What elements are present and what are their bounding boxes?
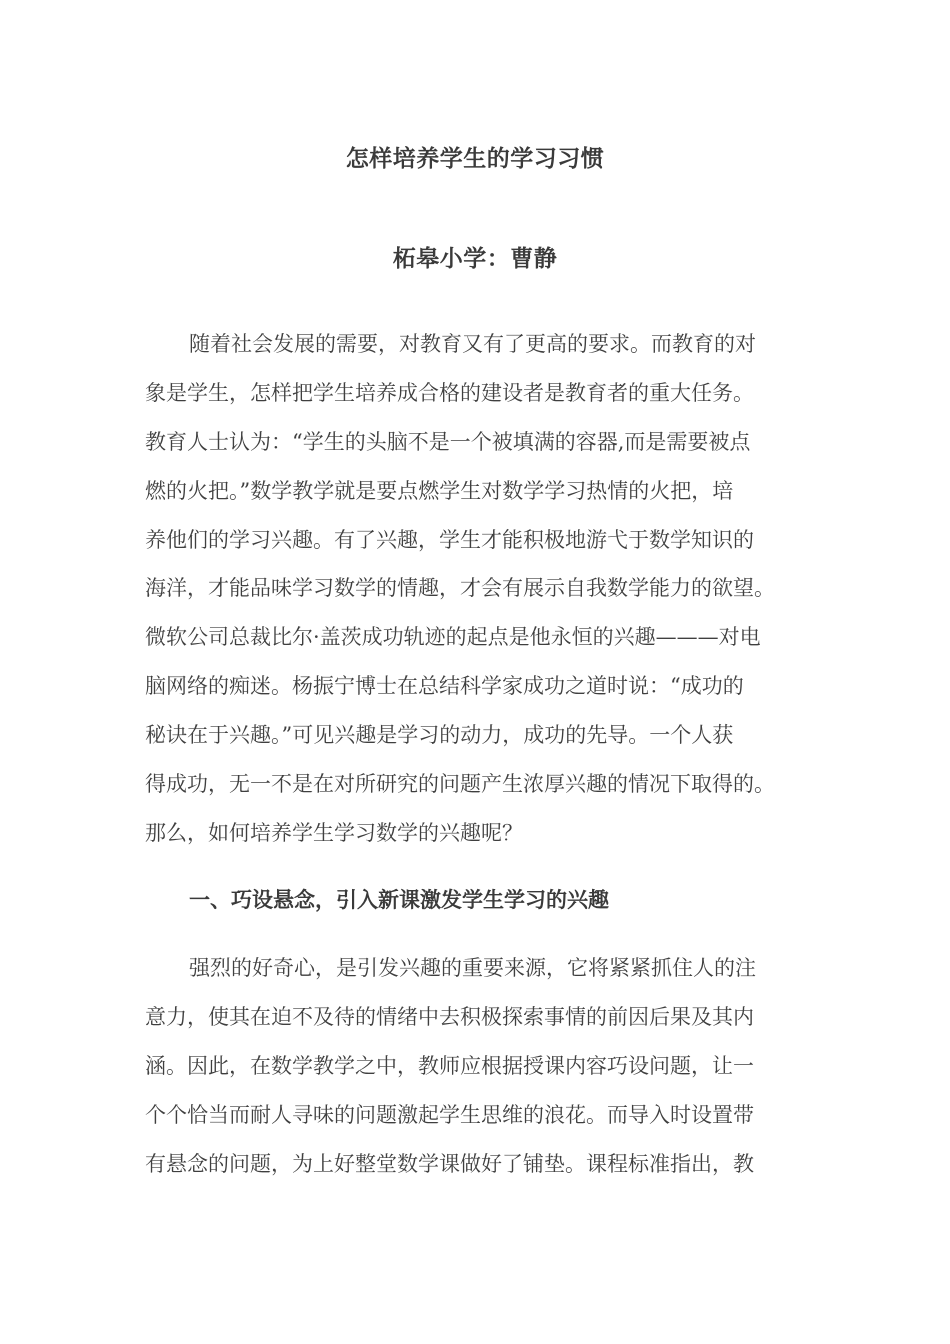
- document-title: 怎样培养学生的学习习惯: [345, 145, 605, 172]
- paragraph-line: 那么，如何培养学生学习数学的兴趣呢？: [145, 820, 523, 845]
- paragraph-line: 得成功，无一不是在对所研究的问题产生浓厚兴趣的情况下取得的。: [145, 772, 775, 797]
- document-author: 柘皋小学：曹静: [392, 245, 558, 272]
- paragraph-line: 随着社会发展的需要，对教育又有了更高的要求。而教育的对: [189, 332, 756, 356]
- paragraph-line: 秘诀在于兴趣。”可见兴趣是学习的动力，成功的先导。一个人获: [145, 723, 734, 748]
- paragraph-line: 强烈的好奇心，是引发兴趣的重要来源，它将紧紧抓住人的注: [189, 956, 756, 980]
- paragraph-section-one: [145, 944, 825, 1188]
- paragraph-line: 海洋，才能品味学习数学的情趣，才会有展示自我数学能力的欲望。: [145, 576, 775, 601]
- paragraph-line: 燃的火把。”数学教学就是要点燃学生对数学学习热情的火把，培: [145, 478, 734, 503]
- paragraph-line: 微软公司总裁比尔·盖茨成功轨迹的起点是他永恒的兴趣———对电: [145, 625, 761, 650]
- paragraph-intro: [145, 320, 825, 858]
- section-heading: 一、巧设悬念，引入新课激发学生学习的兴趣: [189, 887, 609, 912]
- paragraph-line: 涵。因此，在数学教学之中，教师应根据授课内容巧设问题，让一: [145, 1053, 754, 1078]
- paragraph-line: 意力，使其在迫不及待的情绪中去积极探索事情的前因后果及其内: [145, 1004, 754, 1029]
- paragraph-line: 个个恰当而耐人寻味的问题激起学生思维的浪花。而导入时设置带: [145, 1102, 754, 1127]
- paragraph-line: 养他们的学习兴趣。有了兴趣，学生才能积极地游弋于数学知识的: [145, 527, 754, 552]
- paragraph-line: 有悬念的问题，为上好整堂数学课做好了铺垫。课程标准指出，教: [145, 1151, 754, 1176]
- paragraph-line: 教育人士认为：“学生的头脑不是一个被填满的容器,而是需要被点: [145, 429, 751, 454]
- paragraph-line: 脑网络的痴迷。杨振宁博士在总结科学家成功之道时说：“成功的: [145, 674, 744, 699]
- paragraph-line: 象是学生，怎样把学生培养成合格的建设者是教育者的重大任务。: [145, 380, 754, 405]
